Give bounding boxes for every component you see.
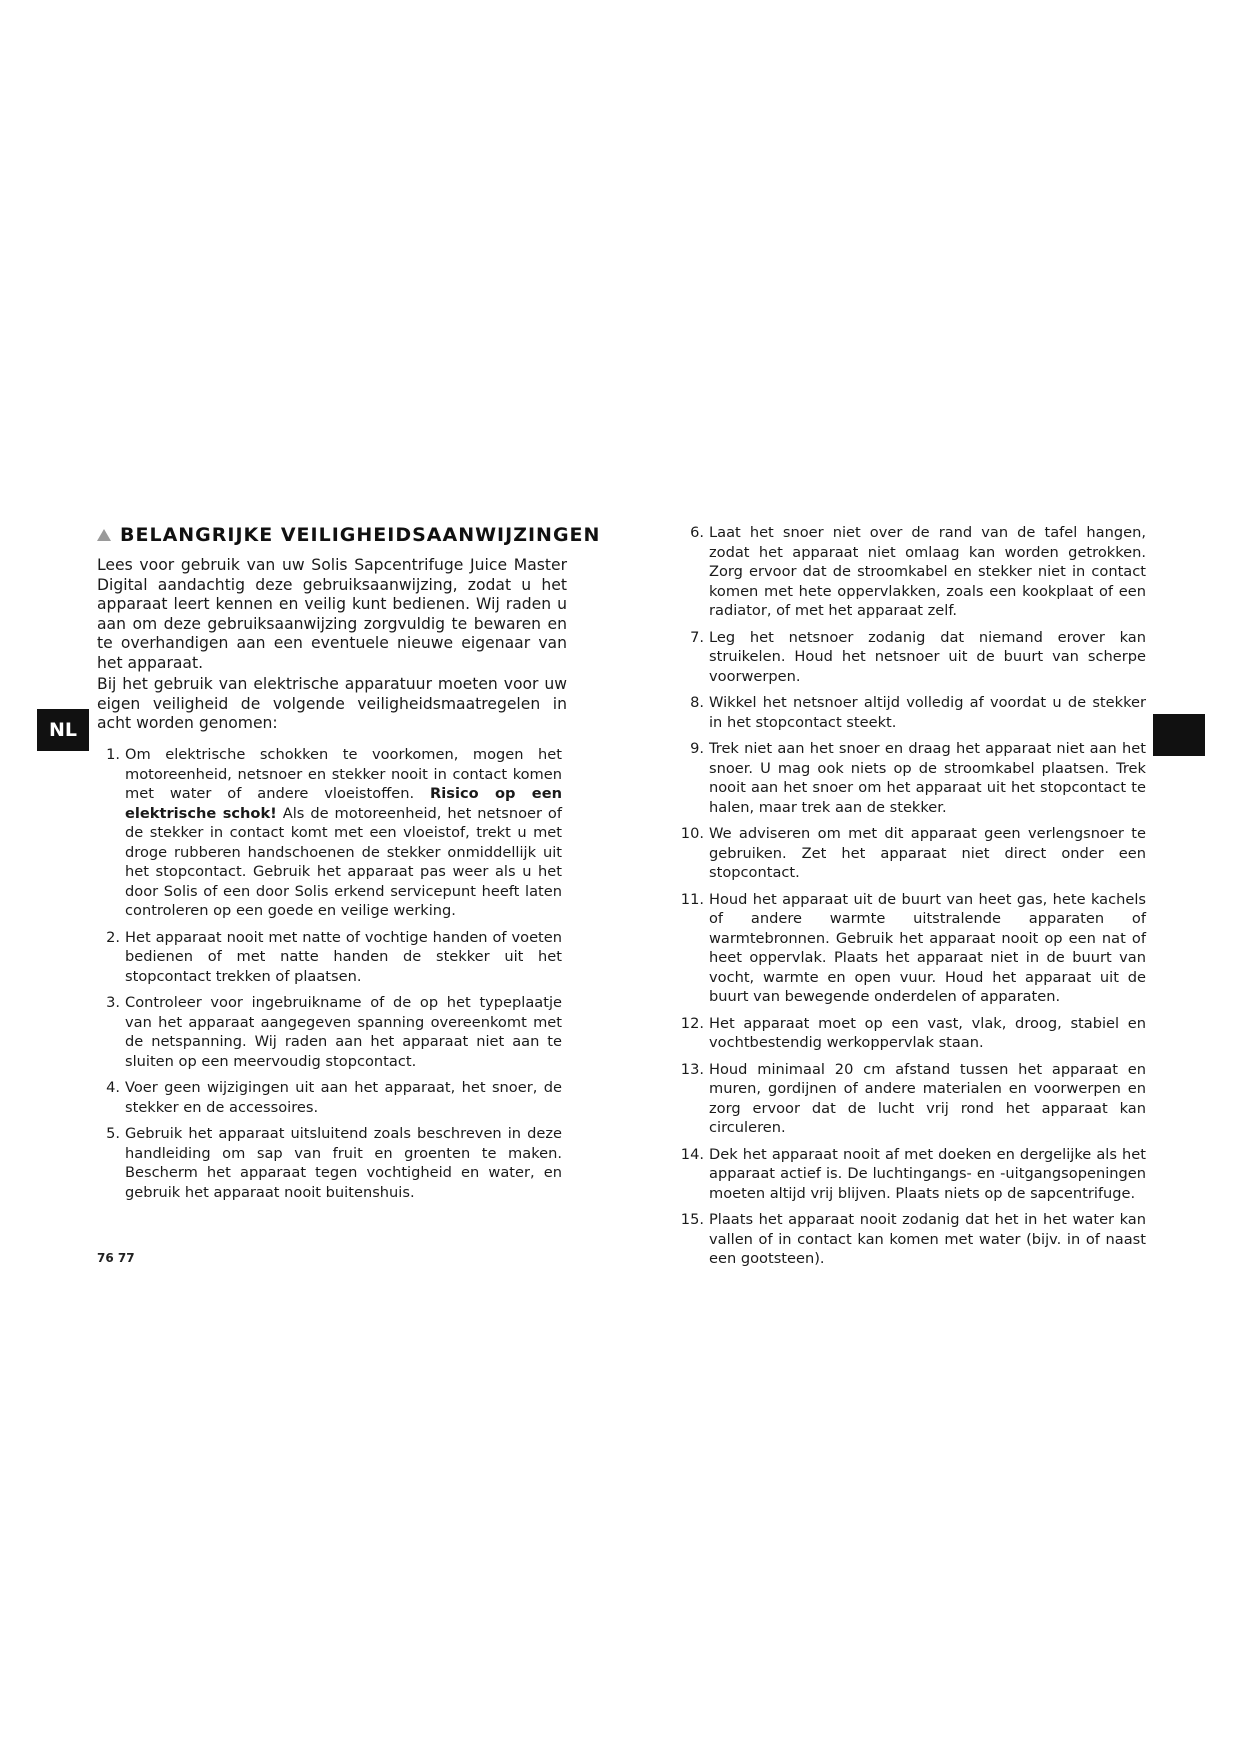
item-text: Controleer voor ingebruikname of de op het typeplaatje van het apparaat aangegeven spanning overeenkomt met de netspanning. Wij raden aan het apparaat niet aan te sluiten op een meervoudig stopcontact. (125, 994, 562, 1070)
page-numbers: 76 77 (97, 1251, 135, 1265)
item-text: Dek het apparaat nooit af met doeken en dergelijke als het apparaat actief is. De luchtingangs- en -uitgangsopeningen moeten altijd vrij blijven. Plaats niets op de sapcentrifuge. (709, 1145, 1146, 1202)
item-number: 15. (680, 1211, 704, 1228)
item-text: Leg het netsnoer zodanig dat niemand erover kan struikelen. Houd het netsnoer uit de buurt van scherpe voorwerpen. (709, 628, 1146, 685)
language-tab-label: NL (48, 719, 77, 741)
list-item (674, 739, 1146, 817)
intro-text-2: Bij het gebruik van elektrische apparatuur moeten voor uw eigen veiligheid de volgende veiligheidsmaatregelen in acht worden genomen: (97, 675, 567, 733)
item-number: 7. (690, 628, 704, 646)
item-number: 8. (690, 694, 704, 711)
heading-text: BELANGRIJKE VEILIGHEIDSAANWIJZINGEN (120, 524, 601, 546)
item-text: Houd minimaal 20 cm afstand tussen het apparaat en muren, gordijnen of andere materialen en voorwerpen en zorg ervoor dat de lucht vrij rond het apparaat kan circuleren. (709, 1060, 1146, 1136)
list-item (674, 523, 1146, 621)
page-edge-tab (1153, 714, 1205, 756)
item-text: Gebruik het apparaat uitsluitend zoals beschreven in deze handleiding om sap van fruit en groenten te maken. Bescherm het apparaat tegen vochtigheid en water, en gebruik het apparaat nooit buitenshuis. (125, 1125, 562, 1201)
item-text: Wikkel het netsnoer altijd volledig af voordat u de stekker in het stopcontact steekt. (709, 694, 1146, 731)
item-number: 6. (690, 524, 704, 541)
warning-triangle-icon (97, 529, 111, 541)
item-text: Plaats het apparaat nooit zodanig dat het in het water kan vallen of in contact kan komen met water (bijv. in of naast een gootsteen). (709, 1211, 1146, 1267)
list-item (97, 745, 562, 921)
intro-paragraph-2 (97, 675, 567, 734)
list-item (674, 1145, 1146, 1204)
item-text (125, 745, 562, 921)
item-number: 10. (680, 825, 704, 842)
item-number: 4. (106, 1079, 120, 1096)
list-item (674, 1014, 1146, 1053)
item-number: 3. (106, 994, 120, 1011)
item-text: We adviseren om met dit apparaat geen verlengsnoer te gebruiken. Zet het apparaat niet direct onder een stopcontact. (709, 825, 1146, 881)
safety-list-right (674, 523, 1146, 1276)
item-number: 5. (106, 1125, 120, 1142)
list-item (674, 824, 1146, 883)
section-heading (97, 524, 601, 546)
intro-text-1: Lees voor gebruik van uw Solis Sapcentrifuge Juice Master Digital aandachtig deze gebruiksaanwijzing, zodat u het apparaat leert kennen en veilig kunt bedienen. Wij raden u aan om deze gebruiksaanwijzing zorgvuldig te bewaren en te overhandigen aan een eventuele nieuwe eigenaar van het apparaat. (97, 556, 567, 672)
item-number: 9. (690, 740, 704, 757)
item-text: Houd het apparaat uit de buurt van heet gas, hete kachels of andere warmte uitstralende apparaten of warmtebronnen. Gebruik het apparaat nooit op een nat of heet oppervlak. Plaats het apparaat niet in de buurt van vocht, warmte en open vuur. Houd het apparaat uit de buurt van bewegende onderdelen of apparaten. (709, 890, 1146, 1005)
item-number: 11. (680, 890, 704, 908)
language-tab-nl (37, 709, 89, 751)
list-item (97, 1078, 562, 1117)
list-item (674, 1060, 1146, 1138)
list-item (97, 993, 562, 1071)
item-text-part: Als de motoreenheid, het netsnoer of de stekker in contact komt met een vloeistof, trekt u met droge rubberen handschoenen de stekker onmiddellijk uit het stopcontact. Gebruik het apparaat pas weer als u het door Solis of een door Solis erkend servicepunt heeft laten controleren op een goede en veilige werking. (125, 804, 562, 919)
intro-paragraph-1 (97, 556, 567, 674)
item-text: Laat het snoer niet over de rand van de tafel hangen, zodat het apparaat niet omlaag kan worden getrokken. Zorg ervoor dat de stroomkabel en stekker niet in contact komen met hete oppervlakken, zoals een kookplaat of een radiator, of met het apparaat zelf. (709, 524, 1146, 619)
item-text-part: Om elektrische schokken te voorkomen, mogen het motoreenheid, netsnoer en stekker nooit in contact komen met water of andere vloeistoffen. (125, 746, 562, 802)
item-text: Het apparaat moet op een vast, vlak, droog, stabiel en vochtbestendig werkoppervlak staan. (709, 1014, 1146, 1051)
item-number: 1. (106, 746, 120, 763)
item-number: 14. (680, 1145, 704, 1163)
list-item (97, 928, 562, 987)
list-item (674, 1210, 1146, 1269)
item-text: Trek niet aan het snoer en draag het apparaat niet aan het snoer. U mag ook niets op de stroomkabel plaatsen. Trek nooit aan het snoer om het apparaat uit het stopcontact te halen, maar trek aan de stekker. (709, 740, 1146, 816)
item-number: 13. (680, 1060, 704, 1078)
list-item (674, 628, 1146, 687)
item-text: Het apparaat nooit met natte of vochtige handen of voeten bedienen of met natte handen de stekker uit het stopcontact trekken of plaatsen. (125, 928, 562, 985)
list-item (674, 890, 1146, 1007)
item-number: 12. (680, 1014, 704, 1032)
item-number: 2. (106, 928, 120, 946)
item-text: Voer geen wijzigingen uit aan het apparaat, het snoer, de stekker en de accessoires. (125, 1079, 562, 1116)
safety-list-left (97, 745, 562, 1209)
list-item (97, 1124, 562, 1202)
item-warning-bold: Risico op een elektrische schok! (125, 785, 562, 822)
list-item (674, 693, 1146, 732)
